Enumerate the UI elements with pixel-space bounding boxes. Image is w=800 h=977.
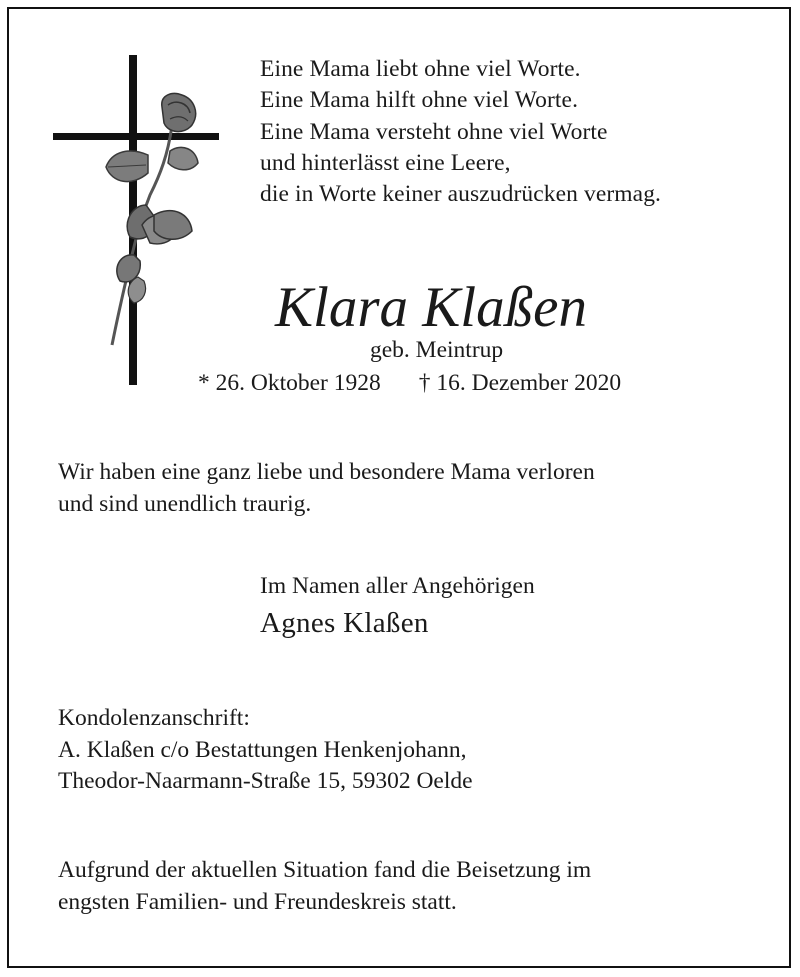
address-line: A. Klaßen c/o Bestattungen Henkenjohann, <box>58 736 467 763</box>
closing-line: Aufgrund der aktuellen Situation fand die Beisetzung im <box>58 857 592 883</box>
poem-line: Eine Mama hilft ohne viel Worte. <box>260 87 579 114</box>
signature-name: Agnes Klaßen <box>260 607 429 639</box>
message-line: Wir haben eine ganz liebe und besondere Mama verloren <box>58 459 595 485</box>
cross-with-rose-icon <box>50 55 225 390</box>
message-line: und sind unendlich traurig. <box>58 490 312 517</box>
address-line: Kondolenzanschrift: <box>58 705 250 731</box>
birth-name: geb. Meintrup <box>370 337 504 363</box>
death-date: † 16. Dezember 2020 <box>418 370 622 396</box>
deceased-name: Klara Klaßen <box>275 276 587 339</box>
signature-intro: Im Namen aller Angehörigen <box>260 573 535 599</box>
poem-line: Eine Mama versteht ohne viel Worte <box>260 118 608 145</box>
closing-note <box>58 855 591 918</box>
condolence-address <box>58 703 473 798</box>
address-line: Theodor-Naarmann-Straße 15, 59302 Oelde <box>58 768 473 794</box>
closing-line: engsten Familien- und Freundeskreis statt. <box>58 888 457 915</box>
poem-line: Eine Mama liebt ohne viel Worte. <box>260 56 581 82</box>
life-dates <box>198 368 621 398</box>
signature-block <box>260 570 535 641</box>
poem <box>260 54 780 210</box>
poem-line: die in Worte keiner auszudrücken vermag. <box>260 181 662 208</box>
birth-date: * 26. Oktober 1928 <box>198 370 381 396</box>
mourning-message <box>58 457 595 520</box>
poem-line: und hinterlässt eine Leere, <box>260 149 511 176</box>
